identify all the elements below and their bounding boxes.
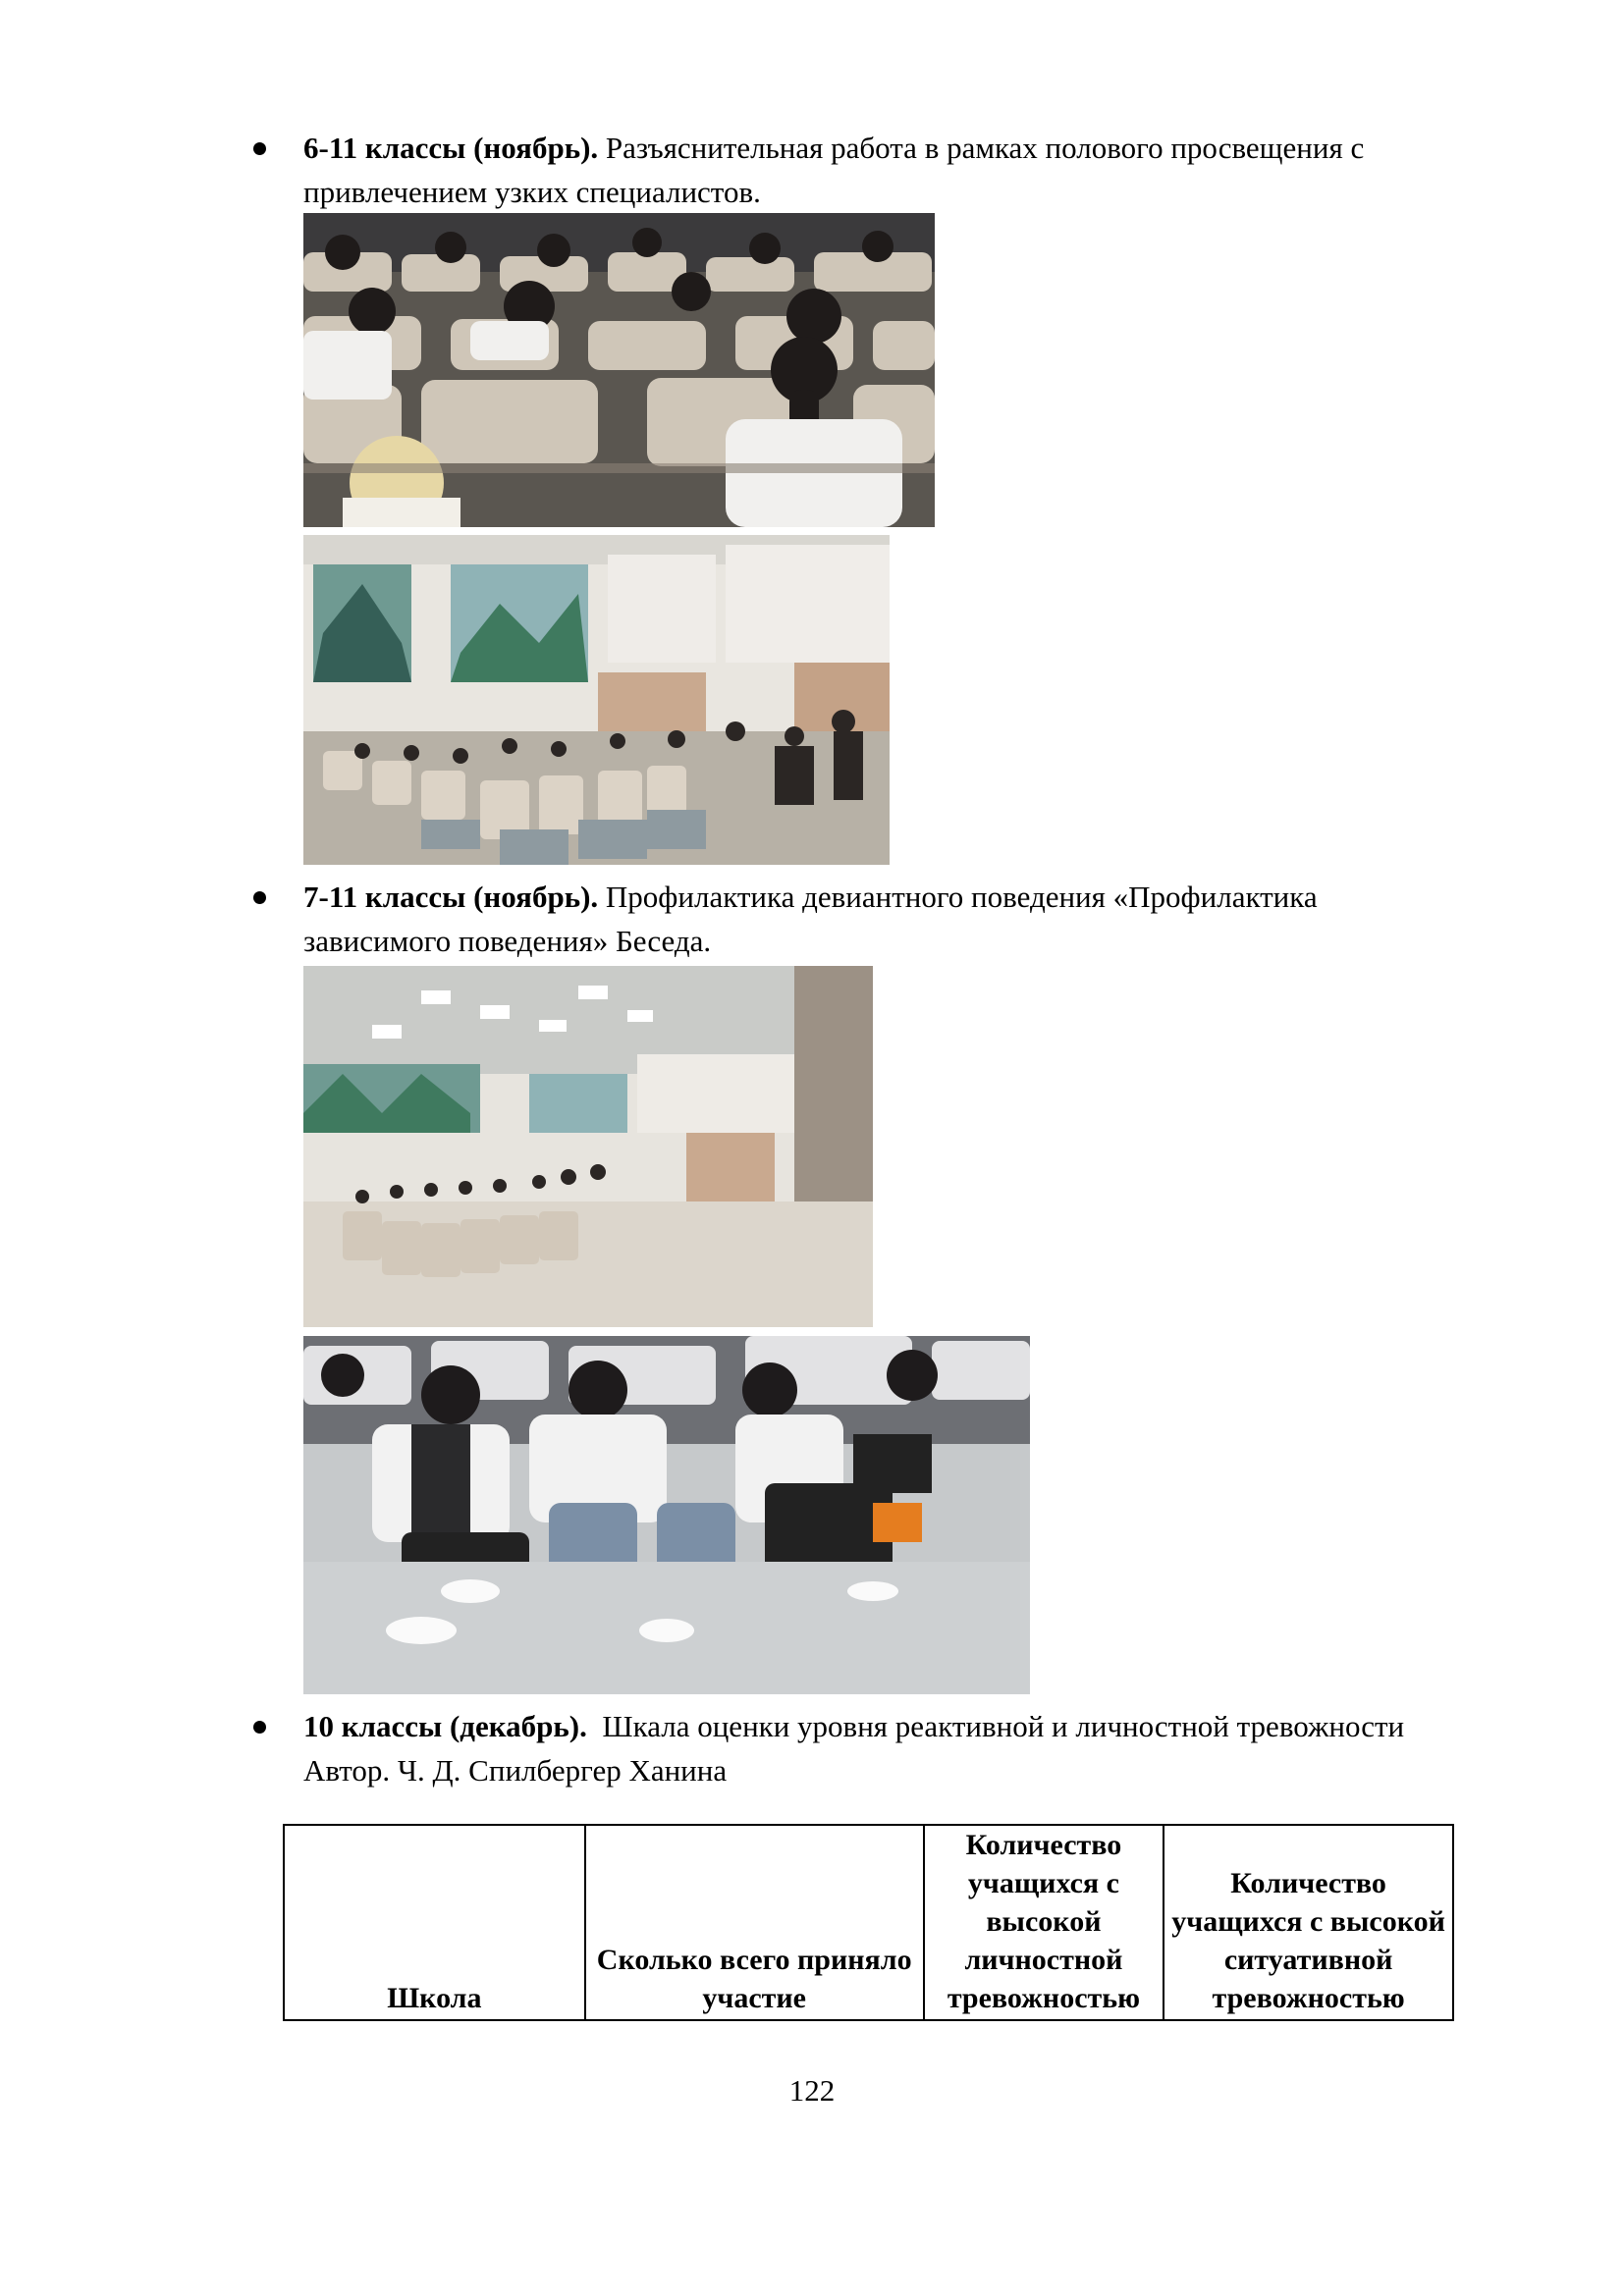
- section-3-line2: Автор. Ч. Д. Спилбергер Ханина: [303, 1753, 728, 1788]
- section-1-line1: Разъяснительная работа в рамках полового просвещения с: [598, 131, 1365, 165]
- page-number: 122: [788, 2073, 836, 2108]
- section-3-heading: 10 классы (декабрь).: [303, 1709, 587, 1743]
- section-1-text: [303, 126, 1541, 214]
- bullet-1: [253, 142, 266, 155]
- header-total-participants: Сколько всего приняло участие: [585, 1825, 924, 2020]
- section-2-text: [303, 875, 1541, 963]
- header-high-personal-anxiety: Количество учащихся с высокой личностной тревожностью: [924, 1825, 1164, 2020]
- bullet-2: [253, 891, 266, 904]
- section-2-heading: 7-11 классы (ноябрь).: [303, 880, 599, 914]
- header-high-situational-anxiety: Количество учащихся с высокой ситуативной тревожностью: [1164, 1825, 1453, 2020]
- section-3-line1: Шкала оценки уровня реактивной и личностной тревожности: [586, 1709, 1405, 1743]
- section-1-heading: 6-11 классы (ноябрь).: [303, 131, 599, 165]
- section-2-line1: Профилактика девиантного поведения «Профилактика: [598, 880, 1318, 914]
- bullet-3: [253, 1721, 266, 1734]
- photo-assembly-hall-murals: [303, 535, 890, 865]
- anxiety-results-table: [283, 1824, 1454, 2021]
- table-header-row: [284, 1825, 1453, 2020]
- photo-students-seated: [303, 1336, 1030, 1694]
- section-1-line2: привлечением узких специалистов.: [303, 175, 761, 209]
- photo-hall-wide-view: [303, 966, 873, 1327]
- header-school: Школа: [284, 1825, 585, 2020]
- section-2-line2: зависимого поведения» Беседа.: [303, 924, 712, 958]
- section-3-text: [303, 1704, 1541, 1792]
- photo-students-from-behind: [303, 213, 935, 527]
